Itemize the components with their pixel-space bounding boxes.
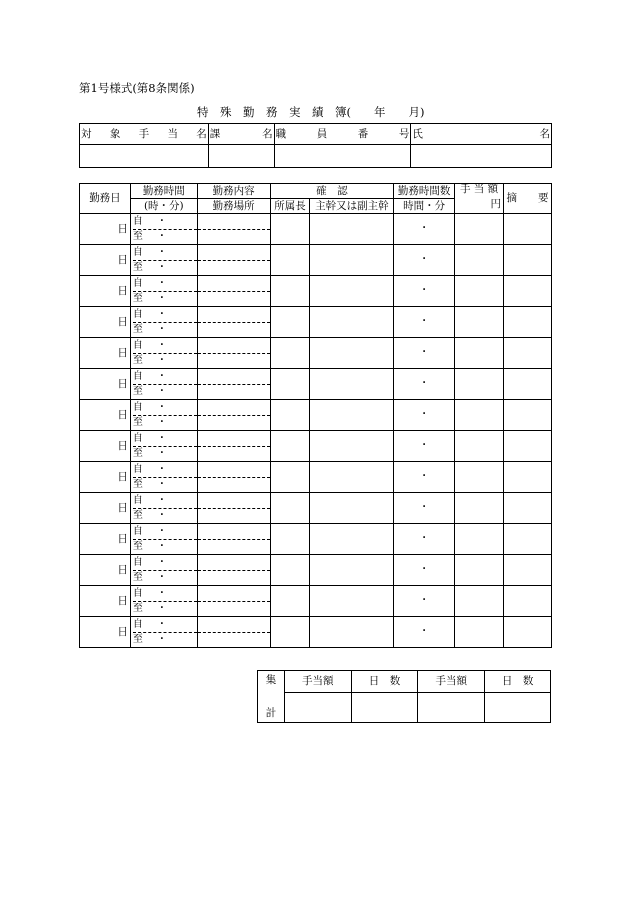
header-work-time: 勤務時間 xyxy=(130,184,197,199)
office-head-cell[interactable] xyxy=(270,493,310,524)
work-time-cell[interactable]: 自 ・ 至 ・ xyxy=(130,555,197,586)
day-cell[interactable]: 日 xyxy=(80,462,131,493)
hours-cell[interactable]: ・ xyxy=(394,462,455,493)
day-cell[interactable]: 日 xyxy=(80,338,131,369)
header-hours-count: 勤務時間数 xyxy=(394,184,455,199)
hours-cell[interactable]: ・ xyxy=(394,431,455,462)
chief-cell[interactable] xyxy=(310,431,394,462)
section-label: 課 名 xyxy=(208,124,274,145)
chief-cell[interactable] xyxy=(310,555,394,586)
table-row xyxy=(80,493,552,524)
staff-number-label: 職 員 番 号 xyxy=(274,124,411,145)
hours-cell[interactable]: ・ xyxy=(394,369,455,400)
allowance-cell[interactable] xyxy=(455,586,504,617)
work-content-cell[interactable] xyxy=(197,493,270,524)
name-label: 氏 名 xyxy=(411,124,552,145)
chief-cell[interactable] xyxy=(310,462,394,493)
summary-allowance-header-2: 手当額 xyxy=(418,671,485,693)
work-time-cell[interactable]: 自 ・ 至 ・ xyxy=(130,493,197,524)
day-cell[interactable]: 日 xyxy=(80,276,131,307)
allowance-cell[interactable] xyxy=(455,245,504,276)
office-head-cell[interactable] xyxy=(270,555,310,586)
remarks-cell[interactable] xyxy=(504,276,552,307)
chief-cell[interactable] xyxy=(310,400,394,431)
form-label: 第1号様式(第8条関係) xyxy=(79,81,195,95)
header-confirm: 確 認 xyxy=(270,184,394,199)
office-head-cell[interactable] xyxy=(270,617,310,648)
table-row xyxy=(80,245,552,276)
day-cell[interactable]: 日 xyxy=(80,214,131,245)
office-head-cell[interactable] xyxy=(270,276,310,307)
remarks-cell[interactable] xyxy=(504,555,552,586)
office-head-cell[interactable] xyxy=(270,524,310,555)
header-hours-unit: 時間・分 xyxy=(394,199,455,214)
chief-cell[interactable] xyxy=(310,338,394,369)
day-cell[interactable]: 日 xyxy=(80,245,131,276)
work-time-cell[interactable]: 自 ・ 至 ・ xyxy=(130,214,197,245)
remarks-cell[interactable] xyxy=(504,524,552,555)
allowance-cell[interactable] xyxy=(455,276,504,307)
section-field[interactable] xyxy=(208,145,274,168)
chief-cell[interactable] xyxy=(310,245,394,276)
work-time-cell[interactable]: 自 ・ 至 ・ xyxy=(130,617,197,648)
chief-cell[interactable] xyxy=(310,369,394,400)
header-work-content: 勤務内容 xyxy=(197,184,270,199)
header-remarks: 摘 要 xyxy=(504,184,552,214)
hours-cell[interactable]: ・ xyxy=(394,400,455,431)
work-content-cell[interactable] xyxy=(197,462,270,493)
office-head-cell[interactable] xyxy=(270,307,310,338)
chief-cell[interactable] xyxy=(310,586,394,617)
work-content-cell[interactable] xyxy=(197,307,270,338)
chief-cell[interactable] xyxy=(310,276,394,307)
remarks-cell[interactable] xyxy=(504,369,552,400)
hours-cell[interactable]: ・ xyxy=(394,276,455,307)
day-cell[interactable]: 日 xyxy=(80,493,131,524)
remarks-cell[interactable] xyxy=(504,493,552,524)
remarks-cell[interactable] xyxy=(504,245,552,276)
office-head-cell[interactable] xyxy=(270,245,310,276)
allowance-cell[interactable] xyxy=(455,462,504,493)
header-allowance: 手 当 額 円 xyxy=(455,184,504,214)
office-head-cell[interactable] xyxy=(270,214,310,245)
header-work-day: 勤務日 xyxy=(80,184,131,214)
office-head-cell[interactable] xyxy=(270,431,310,462)
remarks-cell[interactable] xyxy=(504,431,552,462)
work-time-cell[interactable]: 自 ・ 至 ・ xyxy=(130,338,197,369)
allowance-cell[interactable] xyxy=(455,555,504,586)
summary-allowance-field-1[interactable] xyxy=(284,693,351,723)
target-allowance-field[interactable] xyxy=(80,145,209,168)
remarks-cell[interactable] xyxy=(504,586,552,617)
summary-allowance-header-1: 手当額 xyxy=(284,671,351,693)
work-time-cell[interactable]: 自 ・ 至 ・ xyxy=(130,400,197,431)
allowance-cell[interactable] xyxy=(455,214,504,245)
day-cell[interactable]: 日 xyxy=(80,400,131,431)
document-title: 特 殊 勤 務 実 績 簿( 年 月) xyxy=(197,105,425,119)
day-cell[interactable]: 日 xyxy=(80,369,131,400)
allowance-cell[interactable] xyxy=(455,493,504,524)
day-cell[interactable]: 日 xyxy=(80,586,131,617)
summary-allowance-field-2[interactable] xyxy=(418,693,485,723)
hours-cell[interactable]: ・ xyxy=(394,555,455,586)
allowance-cell[interactable] xyxy=(455,369,504,400)
work-time-cell[interactable]: 自 ・ 至 ・ xyxy=(130,431,197,462)
work-content-cell[interactable] xyxy=(197,524,270,555)
work-content-cell[interactable] xyxy=(197,617,270,648)
remarks-cell[interactable] xyxy=(504,338,552,369)
header-office-head: 所属長 xyxy=(270,199,310,214)
table-row xyxy=(80,307,552,338)
table-row xyxy=(80,369,552,400)
office-head-cell[interactable] xyxy=(270,462,310,493)
chief-cell[interactable] xyxy=(310,524,394,555)
work-time-cell[interactable]: 自 ・ 至 ・ xyxy=(130,462,197,493)
office-head-cell[interactable] xyxy=(270,369,310,400)
remarks-cell[interactable] xyxy=(504,307,552,338)
header-work-time-unit: (時・分) xyxy=(130,199,197,214)
table-row xyxy=(80,214,552,245)
chief-cell[interactable] xyxy=(310,307,394,338)
office-head-cell[interactable] xyxy=(270,338,310,369)
allowance-cell[interactable] xyxy=(455,338,504,369)
summary-table xyxy=(257,670,551,723)
allowance-cell[interactable] xyxy=(455,617,504,648)
allowance-cell[interactable] xyxy=(455,307,504,338)
summary-days-header-1: 日 数 xyxy=(351,671,418,693)
info-table xyxy=(79,123,552,168)
summary-days-field-2[interactable] xyxy=(485,693,551,723)
office-head-cell[interactable] xyxy=(270,586,310,617)
table-row xyxy=(80,276,552,307)
remarks-cell[interactable] xyxy=(504,400,552,431)
hours-cell[interactable]: ・ xyxy=(394,493,455,524)
table-row xyxy=(80,555,552,586)
chief-cell[interactable] xyxy=(310,214,394,245)
hours-cell[interactable]: ・ xyxy=(394,524,455,555)
staff-number-field[interactable] xyxy=(274,145,411,168)
work-content-cell[interactable] xyxy=(197,400,270,431)
hours-cell[interactable]: ・ xyxy=(394,617,455,648)
table-row xyxy=(80,431,552,462)
hours-cell[interactable]: ・ xyxy=(394,586,455,617)
table-row xyxy=(80,338,552,369)
work-content-cell[interactable] xyxy=(197,555,270,586)
hours-cell[interactable]: ・ xyxy=(394,214,455,245)
table-row xyxy=(80,617,552,648)
work-time-cell[interactable]: 自 ・ 至 ・ xyxy=(130,369,197,400)
work-record-table xyxy=(79,183,552,648)
work-content-cell[interactable] xyxy=(197,338,270,369)
hours-cell[interactable]: ・ xyxy=(394,245,455,276)
chief-cell[interactable] xyxy=(310,493,394,524)
work-content-cell[interactable] xyxy=(197,586,270,617)
summary-label: 集 計 xyxy=(258,671,285,723)
summary-days-header-2: 日 数 xyxy=(485,671,551,693)
summary-days-field-1[interactable] xyxy=(351,693,418,723)
hours-cell[interactable]: ・ xyxy=(394,338,455,369)
day-cell[interactable]: 日 xyxy=(80,307,131,338)
work-time-cell[interactable]: 自 ・ 至 ・ xyxy=(130,524,197,555)
work-time-cell[interactable]: 自 ・ 至 ・ xyxy=(130,307,197,338)
day-cell[interactable]: 日 xyxy=(80,617,131,648)
day-cell[interactable]: 日 xyxy=(80,555,131,586)
work-content-cell[interactable] xyxy=(197,369,270,400)
day-cell[interactable]: 日 xyxy=(80,431,131,462)
table-row xyxy=(80,586,552,617)
target-allowance-label: 対 象 手 当 名 xyxy=(80,124,209,145)
header-work-place: 勤務場所 xyxy=(197,199,270,214)
work-time-cell[interactable]: 自 ・ 至 ・ xyxy=(130,276,197,307)
name-field[interactable] xyxy=(411,145,552,168)
allowance-cell[interactable] xyxy=(455,400,504,431)
remarks-cell[interactable] xyxy=(504,214,552,245)
remarks-cell[interactable] xyxy=(504,462,552,493)
header-chief: 主幹又は副主幹 xyxy=(310,199,394,214)
work-time-cell[interactable]: 自 ・ 至 ・ xyxy=(130,586,197,617)
remarks-cell[interactable] xyxy=(504,617,552,648)
office-head-cell[interactable] xyxy=(270,400,310,431)
chief-cell[interactable] xyxy=(310,617,394,648)
table-row xyxy=(80,462,552,493)
table-row xyxy=(80,400,552,431)
work-content-cell[interactable] xyxy=(197,276,270,307)
table-row xyxy=(80,524,552,555)
work-time-cell[interactable]: 自 ・ 至 ・ xyxy=(130,245,197,276)
hours-cell[interactable]: ・ xyxy=(394,307,455,338)
work-content-cell[interactable] xyxy=(197,214,270,245)
allowance-cell[interactable] xyxy=(455,524,504,555)
allowance-cell[interactable] xyxy=(455,431,504,462)
day-cell[interactable]: 日 xyxy=(80,524,131,555)
work-content-cell[interactable] xyxy=(197,245,270,276)
work-content-cell[interactable] xyxy=(197,431,270,462)
